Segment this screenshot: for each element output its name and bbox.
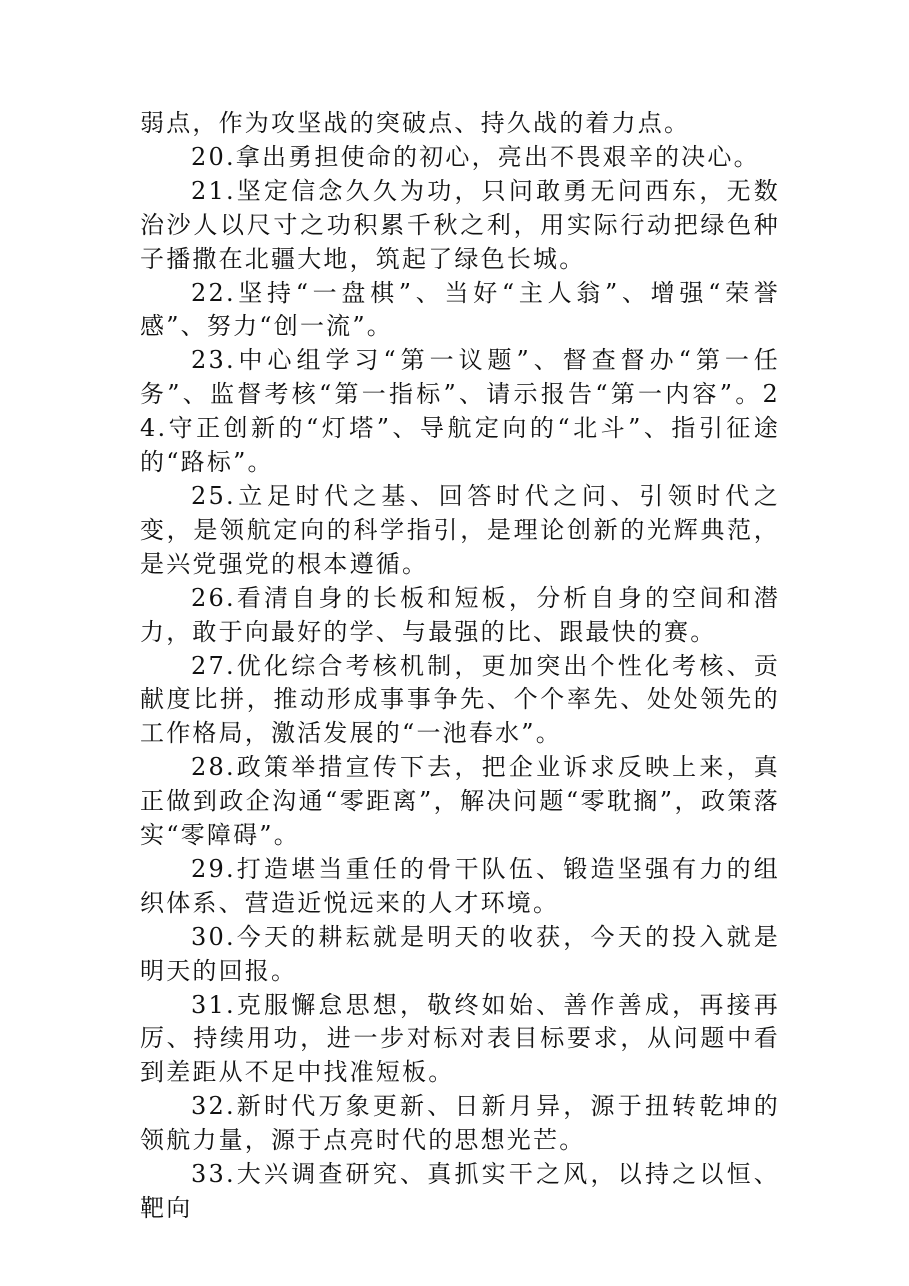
paragraph-continuation: 弱点，作为攻坚战的突破点、持久战的着力点。 [140,109,691,137]
paragraph-item-26: 26.看清自身的长板和短板，分析自身的空间和潜力，敢于向最好的学、与最强的比、跟最快的赛。 [140,583,780,646]
paragraph-item-27: 27.优化综合考核机制，更加突出个性化考核、贡献度比拼，推动形成事事争先、个个率先、处处领先的工作格局，激活发展的“一池春水”。 [140,651,780,748]
paragraph-item-21: 21.坚定信念久久为功，只问敢勇无问西东，无数治沙人以尺寸之功积累千秋之利，用实际行动把绿色种子播撒在北疆大地，筑起了绿色长城。 [140,176,780,273]
paragraph-item-25: 25.立足时代之基、回答时代之问、引领时代之变，是领航定向的科学指引，是理论创新的光辉典范，是兴党强党的根本遵循。 [140,481,780,578]
paragraph-item-22: 22.坚持“一盘棋”、当好“主人翁”、增强“荣誉感”、努力“创一流”。 [140,278,780,341]
paragraph-item-20: 20.拿出勇担使命的初心，亮出不畏艰辛的决心。 [191,142,760,171]
paragraph-item-31: 31.克服懈怠思想，敬终如始、善作善成，再接再厉、持续用功，进一步对标对表目标要求，从问题中看到差距从不足中找准短板。 [140,990,780,1087]
paragraph-item-23-24: 23.中心组学习“第一议题”、督查督办“第一任务”、监督考核“第一指标”、请示报告“第一内容”。24.守正创新的“灯塔”、导航定向的“北斗”、指引征途的“路标”。 [140,346,780,477]
paragraph-item-29: 29.打造堪当重任的骨干队伍、锻造坚强有力的组织体系、营造近悦远来的人才环境。 [140,854,780,917]
paragraph-item-32: 32.新时代万象更新、日新月异，源于扭转乾坤的领航力量，源于点亮时代的思想光芒。 [140,1092,780,1155]
document-body [140,107,780,1226]
paragraph-item-33: 33.大兴调查研究、真抓实干之风，以持之以恒、靶向 [140,1160,780,1222]
paragraph-item-28: 28.政策举措宣传下去，把企业诉求反映上来，真正做到政企沟通“零距离”，解决问题“零耽搁”，政策落实“零障碍”。 [140,753,780,850]
paragraph-item-30: 30.今天的耕耘就是明天的收获，今天的投入就是明天的回报。 [140,922,780,985]
